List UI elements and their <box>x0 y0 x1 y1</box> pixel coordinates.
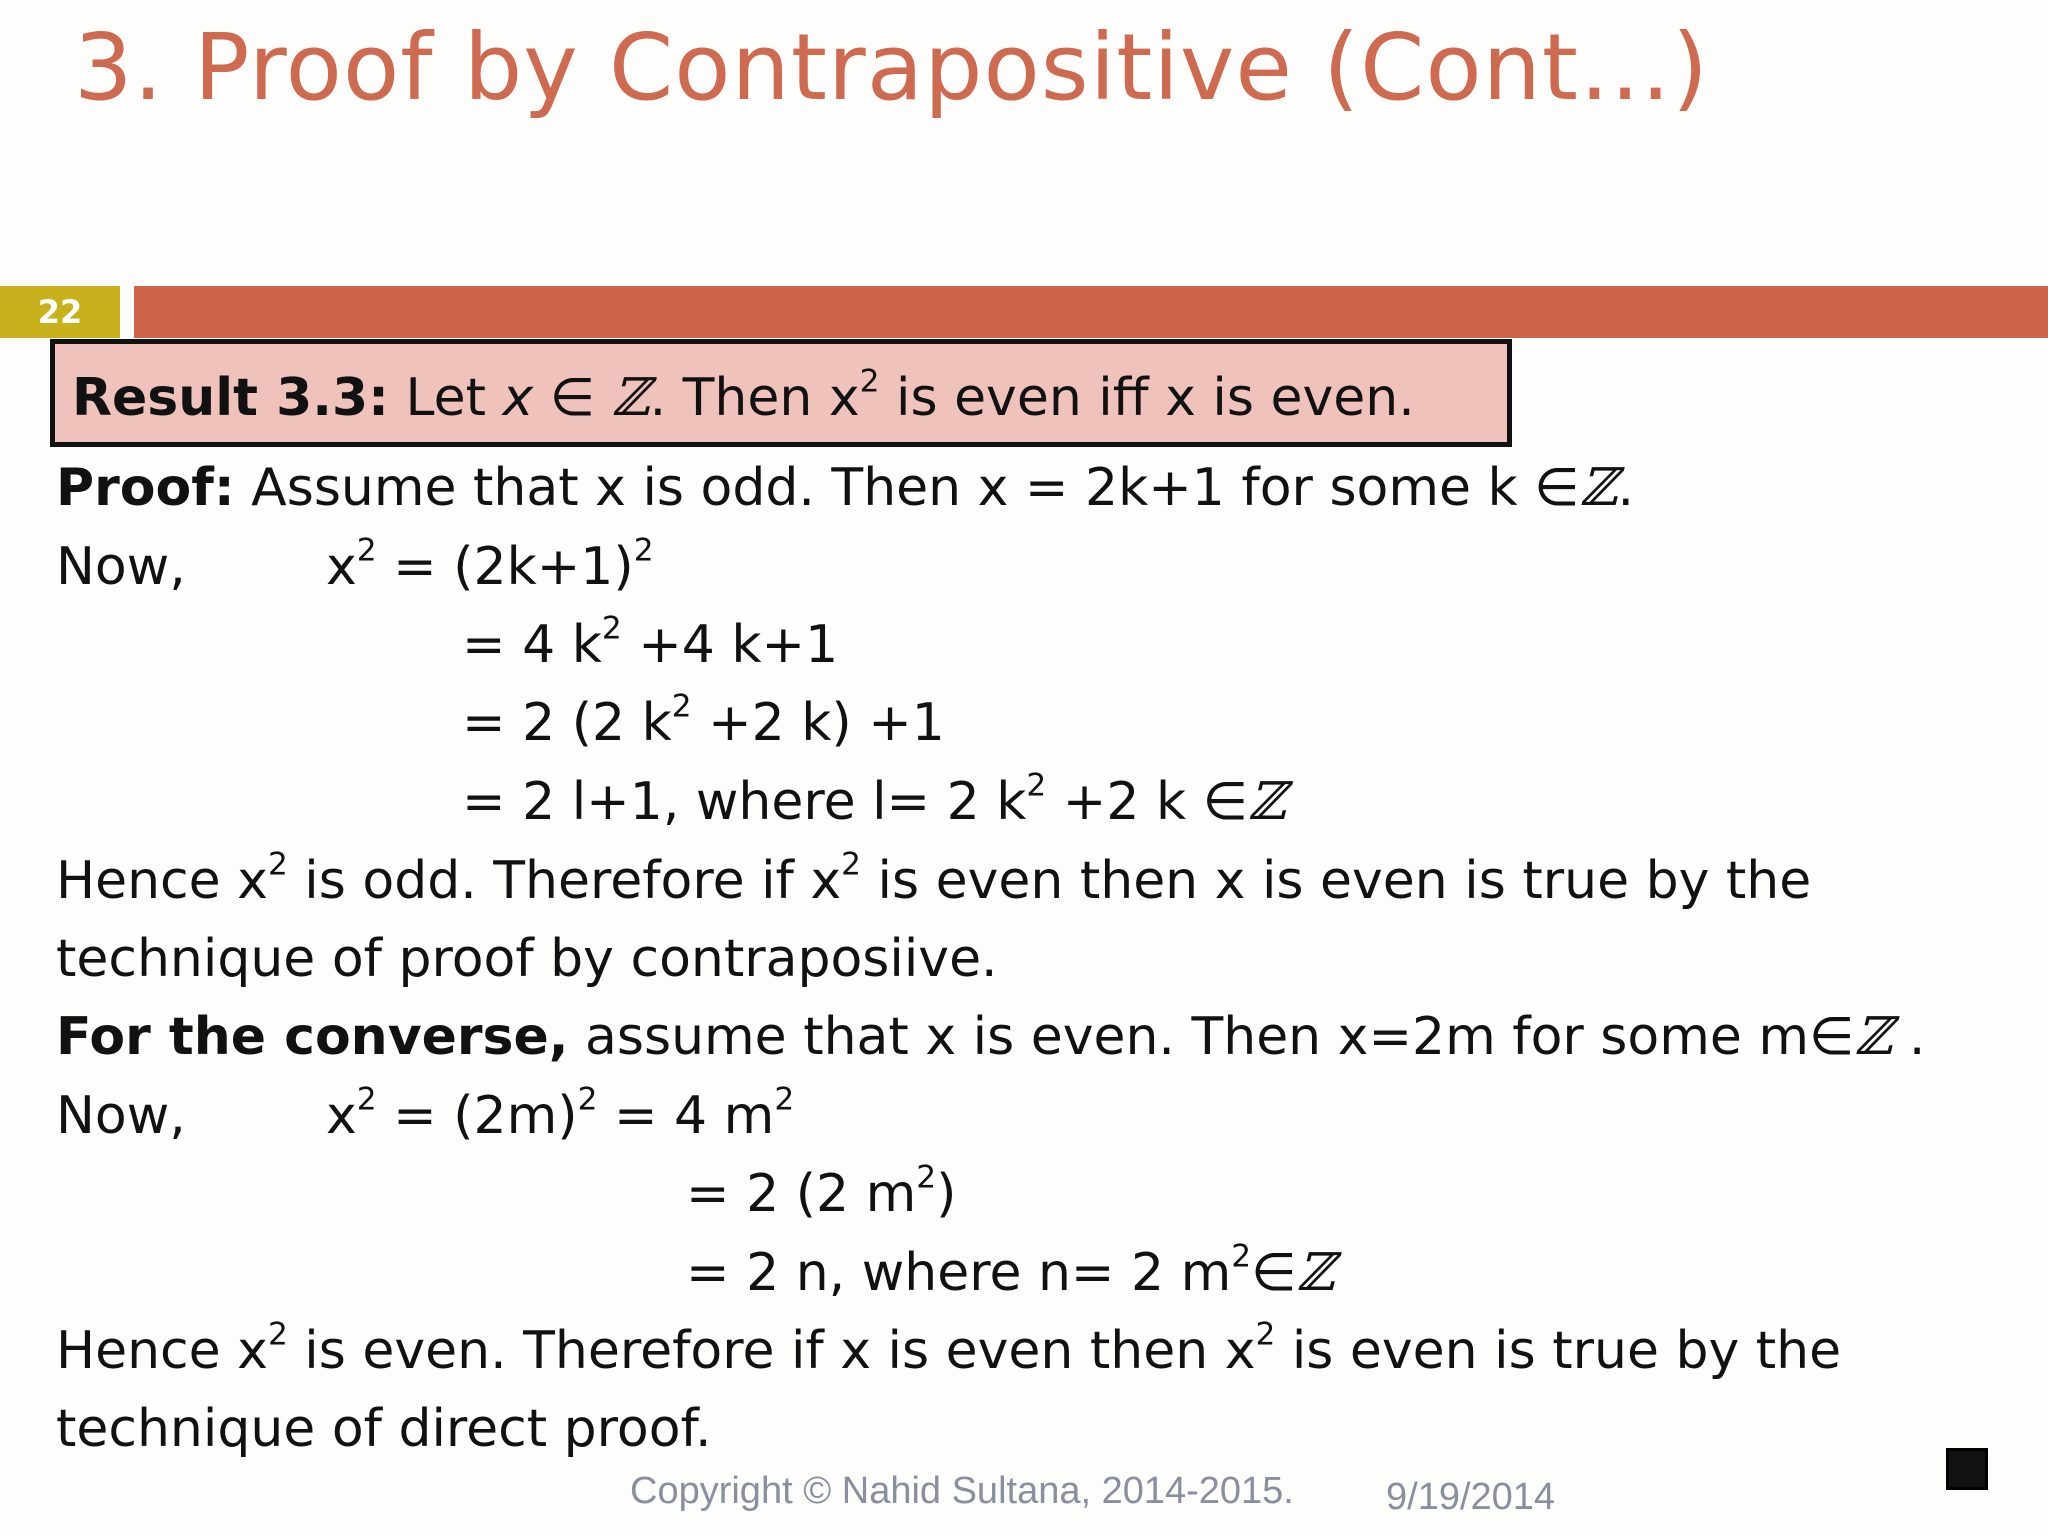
hence-line-1: Hence $x^2$ is odd. Therefore if $x^2$ is even then x is even is true by the <box>56 846 1812 911</box>
hence-line-1b: technique of proof by contraposiive. <box>56 929 998 989</box>
now-label-1: Now, <box>56 537 186 597</box>
slide-title: 3. Proof by Contrapositive (Cont…) <box>74 14 1709 121</box>
equation-line: = 2 n, where n= 2 $m^2\in ℤ$ <box>686 1238 1335 1303</box>
proof-label: Proof: <box>56 458 235 518</box>
slide-number-badge: 22 <box>0 286 120 338</box>
qed-square-icon <box>1946 1448 1988 1490</box>
title-divider-bar <box>134 286 2048 338</box>
date-footer: 9/19/2014 <box>1386 1476 1556 1518</box>
equation-line: $x^2 = (2k+1)^2$ <box>326 532 654 597</box>
integers-symbol: ℤ <box>611 368 650 428</box>
result-statement: Result 3.3: Let x ∈ ℤ. Then $x^2$ is even iff x is even. <box>72 363 1415 428</box>
integers-symbol: ℤ <box>1854 1007 1893 1067</box>
hence-line-2: Hence $x^2$ is even. Therefore if x is even then $x^2$ is even is true by the <box>56 1316 1842 1381</box>
converse-label: For the converse, <box>56 1007 569 1067</box>
hence-line-2b: technique of direct proof. <box>56 1399 712 1459</box>
equation-line: $x^2 = (2m)^2 = 4$ $m^2$ <box>326 1081 795 1146</box>
integers-symbol: ℤ <box>1247 772 1286 832</box>
proof-line: Proof: Assume that x is odd. Then x = 2k+1 for some k ∈ℤ. <box>56 458 1634 518</box>
result-label: Result 3.3: <box>72 368 389 428</box>
copyright-footer: Copyright © Nahid Sultana, 2014-2015. <box>630 1470 1294 1512</box>
now-label-2: Now, <box>56 1086 186 1146</box>
equation-line: = 2 (2 $k^2 +2$ k) +1 <box>462 688 945 753</box>
integers-symbol: ℤ <box>1296 1243 1335 1303</box>
equation-line: = 4 $k^2 +4$ k+1 <box>462 610 839 675</box>
integers-symbol: ℤ <box>1579 458 1618 518</box>
equation-line: = 2 l+1, where l= 2 $k^2 +2$ k ∈ℤ <box>462 767 1286 832</box>
converse-line: For the converse, assume that x is even. Then x=2m for some m∈ℤ . <box>56 1007 1926 1067</box>
equation-line: = 2 (2 $m^2$) <box>686 1159 957 1224</box>
